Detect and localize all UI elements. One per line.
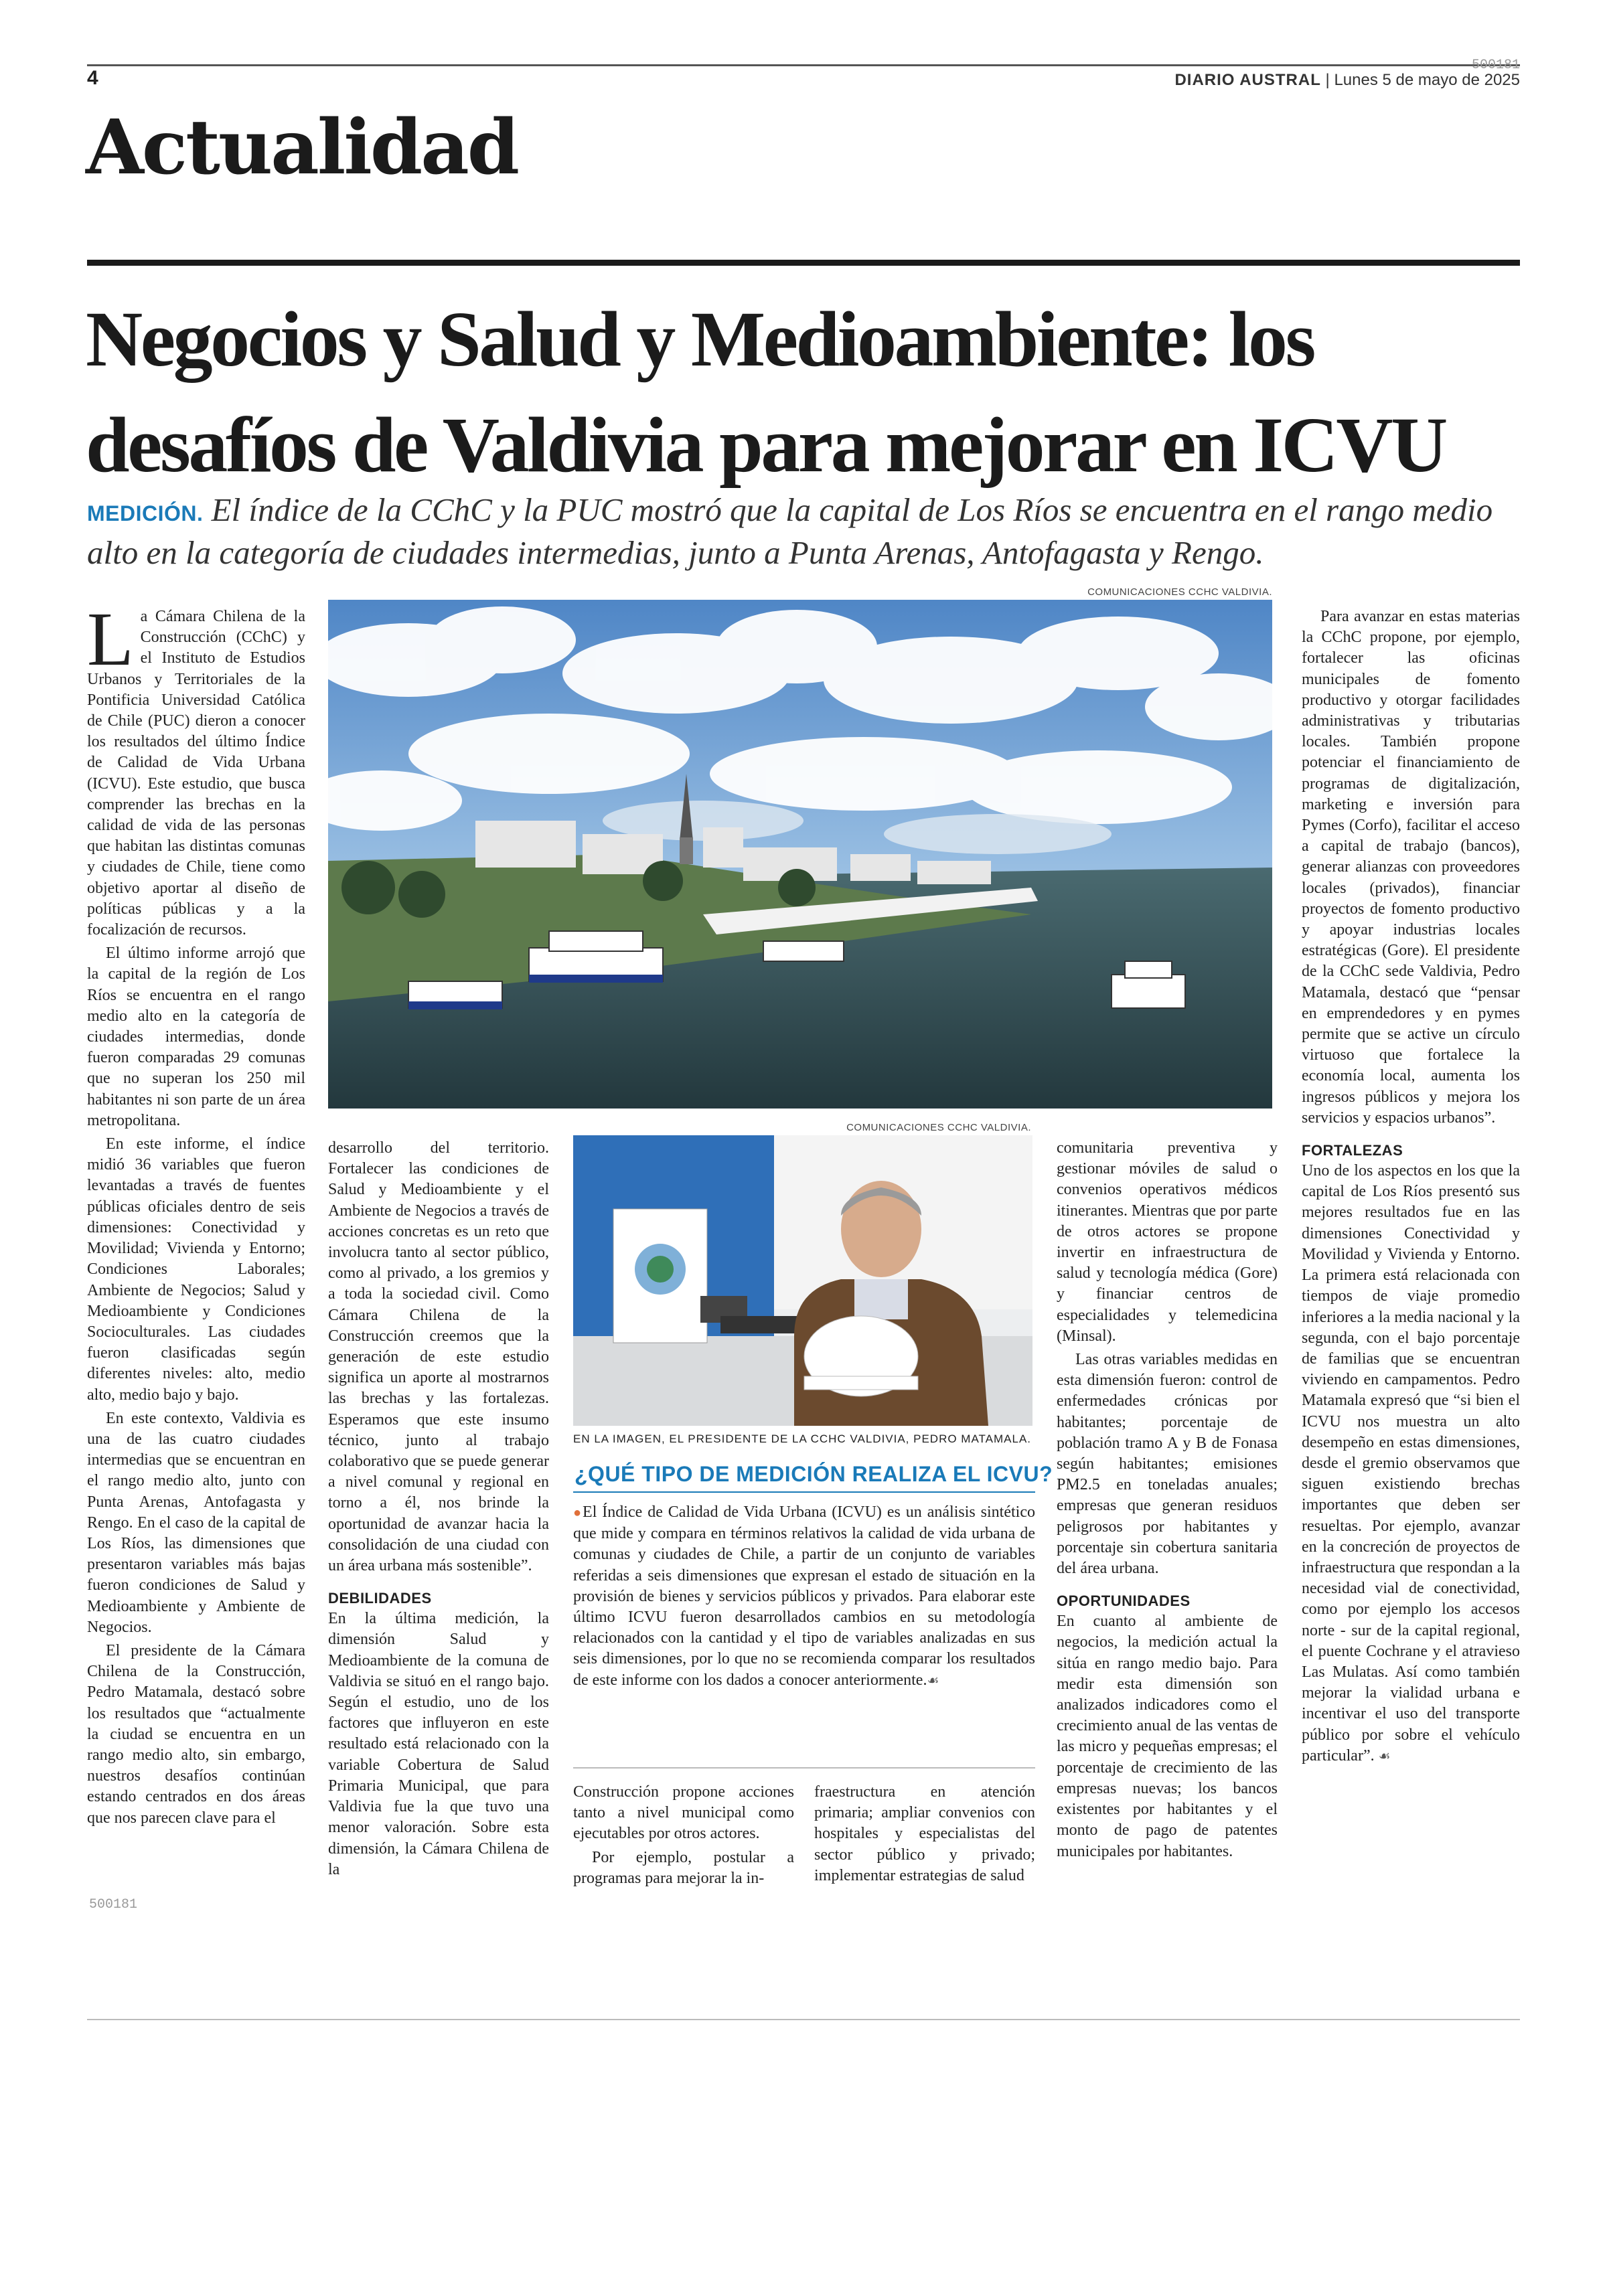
- paragraph: [87, 596, 305, 940]
- newspaper-name: DIARIO AUSTRAL: [1174, 71, 1321, 89]
- kicker: MEDICIÓN.: [87, 501, 204, 525]
- portrait-caption: EN LA IMAGEN, EL PRESIDENTE DE LA CCHC VALDIVIA, PEDRO MATAMALA.: [573, 1432, 1032, 1445]
- box-bottom-rule: [573, 1767, 1035, 1769]
- lead: [87, 489, 1527, 574]
- top-rule: [87, 64, 1520, 66]
- column-3b: [814, 1782, 1035, 1889]
- paragraph: El presidente de la Cámara Chilena de la Construcción, Pedro Matamala, destacó sobre los resultados que “actualmente la ciudad se encuentra en un rango medio alto, sin embargo, nuestros desafíos continúan estando centrados en dos áreas que nos parecen clave para el: [87, 1641, 305, 1827]
- page-number: 4: [87, 67, 98, 89]
- portrait-photo-pedro-matamala: [573, 1135, 1032, 1426]
- portrait-credit: COMUNICACIONES CCHC VALDIVIA.: [846, 1122, 1031, 1133]
- section-rule: [87, 260, 1520, 266]
- column-1: [87, 596, 305, 1831]
- box-text: [573, 1502, 1035, 1691]
- portrait-illustration: [573, 1135, 1032, 1426]
- paragraph: En cuanto al ambiente de negocios, la medición actual la sitúa en rango medio bajo. Para medir esta dimensión son analizados indicadores como el crecimiento anual de las ventas de las micro y pequeñas empresas; el porcentaje de crecimiento de las empresas nuevas; los bancos existentes por habitantes y el monto de pago de patentes municipales por habitantes.: [1057, 1613, 1278, 1860]
- box-rule: [573, 1491, 1035, 1493]
- main-photo-credit: COMUNICACIONES CCHC VALDIVIA.: [1087, 586, 1272, 598]
- masthead-separator: |: [1320, 71, 1334, 89]
- column-3: [573, 1782, 794, 1892]
- paragraph-text: a Cámara Chilena de la Construcción (CChC) y el Instituto de Estudios Urbanos y Territoriales de la Pontificia Universidad Católica de Chile (PUC) dieron a conocer los resultados del último Índice de Calidad de Vida Urbana (ICVU). Este estudio, que busca comprender las brechas en la calidad de vida de las personas que habitan las distintas comunas y ciudades de Chile, tiene como objetivo aportar al diseño de políticas públicas y a la focalización de recursos.: [87, 608, 305, 939]
- subhead-debilidades: DEBILIDADES: [328, 1590, 432, 1607]
- paragraph: En la última medición, la dimensión Salud y Medioambiente de la comuna de Valdivia se situó en el rango bajo. Según el estudio, uno de los factores que influyeron en este resultado está relacionado con la variable Cobertura de Salud Primaria Municipal, que para Valdivia fue la que tuvo una menor valoración. Sobre esta dimensión, la Cámara Chilena de la: [328, 1610, 549, 1878]
- paragraph: En este informe, el índice midió 36 variables que fueron levantadas a través de fuentes públicas oficiales dentro de seis dimensiones: Conectividad y Movilidad; Vivienda y Entorno; Condiciones Laborales; Ambiente de Negocios; Salud y Medioambiente y Condiciones Socioculturales. Las ciudades fueron clasificadas según diferentes niveles: alto, medio alto, medio bajo y bajo.: [87, 1135, 305, 1404]
- subhead-oportunidades: OPORTUNIDADES: [1057, 1592, 1191, 1610]
- subhead-fortalezas: FORTALEZAS: [1302, 1142, 1403, 1159]
- paragraph: En este contexto, Valdivia es una de las cuatro ciudades intermedias que se encuentran en el rango medio alto, junto con Punta Arenas, Antofagasta y Rengo. En el caso de la capital de Los Ríos, las dimensiones que presentaron variables más bajas fueron condiciones de Salud y Medioambiente y Ambiente de Negocios.: [87, 1409, 305, 1636]
- paragraph: Por ejemplo, postular a programas para mejorar la in-: [573, 1848, 794, 1887]
- paragraph: [1302, 1161, 1520, 1767]
- paragraph: El último informe arrojó que la capital de la región de Los Ríos se encuentra en el rango medio alto en la categoría de ciudades intermedias, donde fueron comparadas 29 comunas que no superan los 250 mil habitantes ni son parte de un área metropolitana.: [87, 945, 305, 1129]
- box-body: El Índice de Calidad de Vida Urbana (ICVU) es un análisis sintético que mide y compara en términos relativos la calidad de vida urbana de comunas y ciudades de Chile, a partir de un conjunto de variables referidas a seis dimensiones que expresan el estado de situación en la provisión de bienes y servicios públicos y privados. Para elaborar este último ICVU fueron desarrollados cambios en su metodología relacionados con la cantidad y el tipo de variables analizadas en sus seis dimensiones, por lo que no se recomienda comparar los resultados de este informe con los dados a conocer anteriormente.: [573, 1503, 1035, 1689]
- masthead: [1174, 71, 1520, 90]
- main-photo-valdivia-riverfront: [328, 600, 1272, 1109]
- section-title: Actualidad: [86, 104, 518, 191]
- riverfront-illustration: [328, 600, 1272, 1109]
- bottom-rule: [87, 2019, 1520, 2020]
- clipping-code-bottom: 500181: [89, 1897, 138, 1912]
- issue-date: Lunes 5 de mayo de 2025: [1334, 71, 1520, 89]
- box-bullet: ●: [573, 1505, 583, 1520]
- paragraph: fraestructura en atención primaria; ampliar convenios con hospitales y especialistas del sector público y privado; implementar estrategias de salud: [814, 1783, 1035, 1884]
- paragraph: desarrollo del territorio. Fortalecer las condiciones de Salud y Medioambiente y el Ambiente de Negocios a través de acciones concretas es un reto que involucra tanto al sector público, como al privado, a los gremios y a toda la sociedad civil. Como Cámara Chilena de la Construcción creemos que la generación de este estudio significa un aporte al mostrarnos las brechas y las fortalezas. Esperamos que este insumo técnico, junto al trabajo colaborativo que se puede generar a nivel comunal y regional en torno a él, nos brinde la oportunidad de avanzar hacia la consolidación de una ciudad con un área urbana más sostenible”.: [328, 1139, 549, 1575]
- end-mark: ☙: [927, 1671, 939, 1688]
- clipping-code-top: 500181: [1471, 58, 1520, 73]
- headline: Negocios y Salud y Medioambiente: los desafíos de Valdivia para mejorar en ICVU: [86, 295, 1446, 489]
- column-2: [328, 1138, 549, 1883]
- paragraph: Las otras variables medidas en esta dimensión fueron: control de enfermedades crónicas por habitantes; porcentaje de población tramo A y B de Fonasa según habitantes; emisiones PM2.5 en toneladas anuales; empresas que generan residuos peligrosos por habitantes y porcentaje sin cobertura sanitaria del área urbana.: [1057, 1351, 1278, 1578]
- box-title: ¿QUÉ TIPO DE MEDICIÓN REALIZA EL ICVU?: [575, 1462, 1053, 1486]
- paragraph: Para avanzar en estas materias la CChC propone, por ejemplo, fortalecer las oficinas municipales de fomento productivo y otorgar facilidades administrativas y tributarias locales. También propone potenciar el financiamiento de programas de digitalización, marketing e inversión para Pymes (Corfo), facilitar el acceso a capital de trabajo (bancos), generar alianzas con proveedores locales (privados), financiar proyectos de fomento productivo y apoyar industrias locales estratégicas (Gore). El presidente de la CChC sede Valdivia, Pedro Matamala, destacó que “pensar en emprendedores y en pymes permite que se active un círculo virtuoso que fortalece la economía local, aumenta los ingresos públicos y mejora los servicios y espacios urbanos”.: [1302, 608, 1520, 1127]
- column-4: [1057, 1138, 1278, 1865]
- drop-cap: L: [87, 596, 134, 681]
- paragraph: comunitaria preventiva y gestionar móviles de salud o convenios operativos médicos itinerantes. Mientras que por parte de otros actores se propone invertir en infraestructura de salud y tecnología médica (Gore) y financiar centros de especialidades y telemedicina (Minsal).: [1057, 1139, 1278, 1345]
- paragraph: Construcción propone acciones tanto a nivel municipal como ejecutables por otros actores.: [573, 1783, 794, 1843]
- paragraph-text: Uno de los aspectos en los que la capital de Los Ríos presentó sus mejores resultados fue en las dimensiones Conectividad y Movilidad y Vivienda y Entorno. La primera está relacionada con tiempos de viaje promedio inferiores a la media nacional y la segunda, con el bajo porcentaje de familias que se encuentran viviendo en campamentos. Pedro Matamala expresó que “si bien el ICVU nos muestra un alto desempeño en estas dimensiones, desde el gremio observamos que siguen existiendo brechas importantes que deben ser resueltas. Por ejemplo, avanzar en la concreción de proyectos de infraestructura que respondan a la necesidad vial de conectividad, como por ejemplo los accesos norte - sur de la capital regional, el puente Cochrane y el atravieso Las Mulatas. Así como también mejorar la vialidad urbana e incentivar el uso del transporte público por sobre el vehículo particular”.: [1302, 1162, 1520, 1765]
- column-5: [1302, 606, 1520, 1769]
- lead-text: El índice de la CChC y la PUC mostró que la capital de Los Ríos se encuentra en el rango medio alto en la categoría de ciudades intermedias, junto a Punta Arenas, Antofagasta y Rengo.: [87, 491, 1493, 571]
- end-mark: ☙: [1378, 1747, 1391, 1764]
